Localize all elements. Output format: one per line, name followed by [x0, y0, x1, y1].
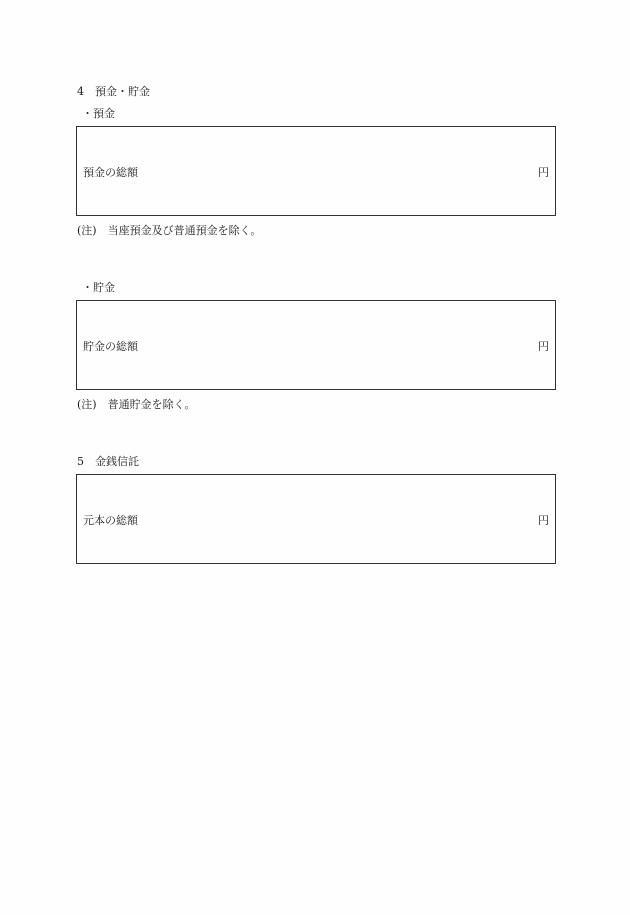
trust-principal-label: 元本の総額 — [83, 514, 138, 527]
savings-total-unit: 円 — [538, 340, 549, 353]
savings-note: (注) 普通貯金を除く。 — [77, 398, 196, 411]
trust-principal-box — [76, 474, 556, 564]
deposit-total-box — [76, 126, 556, 216]
savings-total-box — [76, 300, 556, 390]
section-4-heading: 4 預金・貯金 — [77, 85, 150, 98]
section-5-heading: 5 金銭信託 — [77, 455, 139, 468]
savings-total-label: 貯金の総額 — [83, 340, 138, 353]
deposit-total-unit: 円 — [538, 166, 549, 179]
savings-subheading: ・貯金 — [82, 281, 115, 294]
deposit-note: (注) 当座預金及び普通預金を除く。 — [77, 224, 262, 237]
trust-principal-unit: 円 — [538, 514, 549, 527]
deposit-subheading: ・預金 — [82, 107, 115, 120]
deposit-total-label: 預金の総額 — [83, 166, 138, 179]
